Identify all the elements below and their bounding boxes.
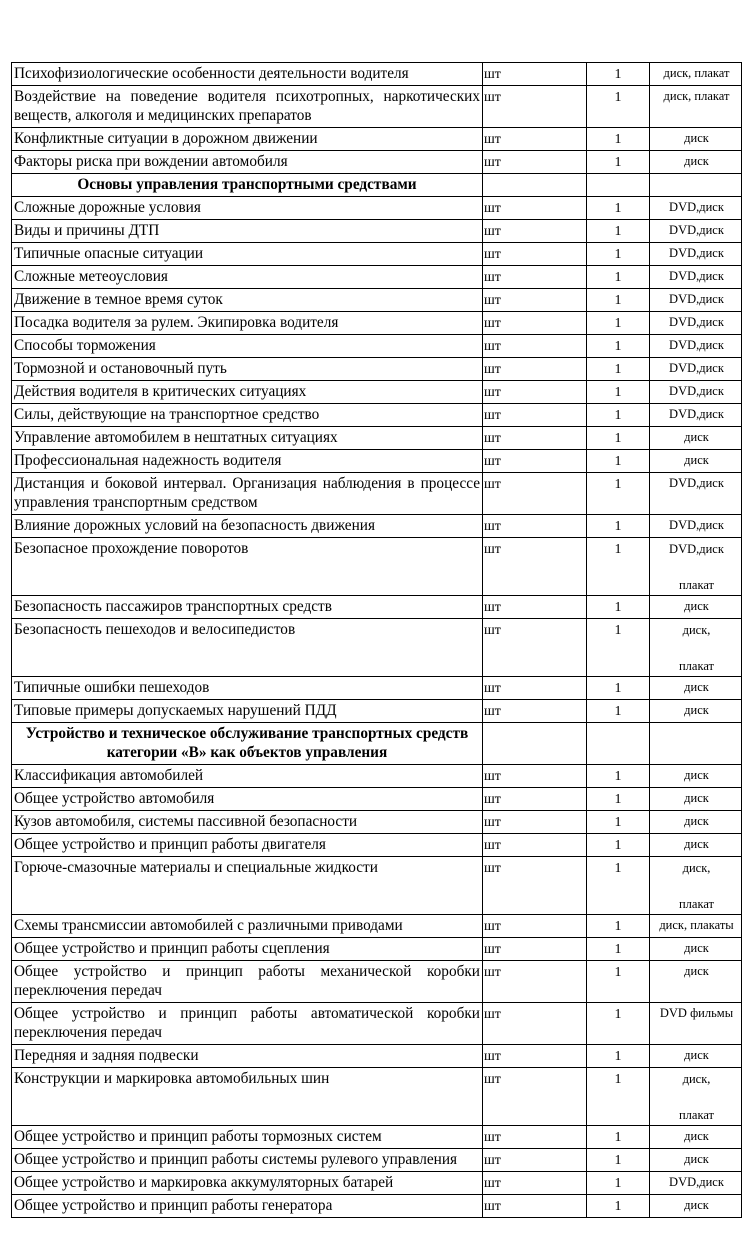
media-type-cell: диск, плакат	[650, 619, 742, 677]
item-name-cell: Общее устройство и принцип работы системы рулевого управления	[12, 1149, 483, 1172]
table-row	[12, 63, 742, 86]
item-name-cell: Типичные ошибки пешеходов	[12, 677, 483, 700]
quantity-cell: 1	[587, 1149, 650, 1172]
item-name-cell: Схемы трансмиссии автомобилей с различными приводами	[12, 915, 483, 938]
section-title: Устройство и техническое обслуживание транспортных средств категории «В» как объектов управления	[12, 723, 483, 765]
unit-cell: шт	[483, 220, 587, 243]
quantity-cell: 1	[587, 677, 650, 700]
unit-cell: шт	[483, 811, 587, 834]
media-type-cell: диск	[650, 151, 742, 174]
section-empty-cell	[650, 723, 742, 765]
item-name-cell: Общее устройство и принцип работы сцепления	[12, 938, 483, 961]
media-type-cell: диск	[650, 938, 742, 961]
item-name-cell: Воздействие на поведение водителя психотропных, наркотических веществ, алкоголя и медицинских препаратов	[12, 86, 483, 128]
quantity-cell: 1	[587, 1172, 650, 1195]
media-type-cell: диск	[650, 1126, 742, 1149]
section-empty-cell	[650, 174, 742, 197]
item-name-cell: Влияние дорожных условий на безопасность движения	[12, 515, 483, 538]
media-type-cell: DVD,диск	[650, 243, 742, 266]
media-type-cell: диск	[650, 1045, 742, 1068]
media-type-cell: диск, плакаты	[650, 915, 742, 938]
quantity-cell: 1	[587, 289, 650, 312]
media-type-cell: DVD,диск	[650, 289, 742, 312]
item-name-cell: Общее устройство и принцип работы механической коробки переключения передач	[12, 961, 483, 1003]
equipment-list-page	[11, 62, 742, 1218]
media-type-cell: DVD,диск	[650, 197, 742, 220]
item-name-cell: Дистанция и боковой интервал. Организация наблюдения в процессе управления транспортным средством	[12, 473, 483, 515]
quantity-cell: 1	[587, 596, 650, 619]
media-type-cell: диск	[650, 677, 742, 700]
item-name-cell: Горюче-смазочные материалы и специальные жидкости	[12, 857, 483, 915]
quantity-cell: 1	[587, 788, 650, 811]
table-row	[12, 1126, 742, 1149]
unit-cell: шт	[483, 266, 587, 289]
unit-cell: шт	[483, 538, 587, 596]
table-row	[12, 1172, 742, 1195]
quantity-cell: 1	[587, 450, 650, 473]
unit-cell: шт	[483, 915, 587, 938]
item-name-cell: Способы торможения	[12, 335, 483, 358]
table-row	[12, 1068, 742, 1126]
table-row	[12, 857, 742, 915]
section-empty-cell	[587, 174, 650, 197]
media-type-cell: DVD,диск	[650, 381, 742, 404]
section-title: Основы управления транспортными средствами	[12, 174, 483, 197]
unit-cell: шт	[483, 619, 587, 677]
unit-cell: шт	[483, 938, 587, 961]
quantity-cell: 1	[587, 961, 650, 1003]
unit-cell: шт	[483, 515, 587, 538]
unit-cell: шт	[483, 243, 587, 266]
table-row	[12, 381, 742, 404]
table-row	[12, 538, 742, 596]
quantity-cell: 1	[587, 515, 650, 538]
quantity-cell: 1	[587, 834, 650, 857]
unit-cell: шт	[483, 128, 587, 151]
media-type-cell: DVD,диск	[650, 1172, 742, 1195]
unit-cell: шт	[483, 1149, 587, 1172]
quantity-cell: 1	[587, 358, 650, 381]
quantity-cell: 1	[587, 938, 650, 961]
table-row	[12, 266, 742, 289]
table-row	[12, 811, 742, 834]
media-type-cell: диск	[650, 1195, 742, 1218]
section-empty-cell	[483, 723, 587, 765]
media-type-cell: диск	[650, 1149, 742, 1172]
unit-cell: шт	[483, 381, 587, 404]
table-row	[12, 220, 742, 243]
table-row	[12, 1195, 742, 1218]
quantity-cell: 1	[587, 86, 650, 128]
media-type-cell: DVD фильмы	[650, 1003, 742, 1045]
media-type-cell: DVD,диск	[650, 473, 742, 515]
quantity-cell: 1	[587, 404, 650, 427]
media-type-cell: диск	[650, 128, 742, 151]
table-row	[12, 151, 742, 174]
section-empty-cell	[483, 174, 587, 197]
table-row	[12, 450, 742, 473]
media-type-cell: DVD,диск	[650, 266, 742, 289]
unit-cell: шт	[483, 86, 587, 128]
quantity-cell: 1	[587, 811, 650, 834]
item-name-cell: Факторы риска при вождении автомобиля	[12, 151, 483, 174]
item-name-cell: Безопасность пешеходов и велосипедистов	[12, 619, 483, 677]
quantity-cell: 1	[587, 915, 650, 938]
item-name-cell: Управление автомобилем в нештатных ситуациях	[12, 427, 483, 450]
unit-cell: шт	[483, 1126, 587, 1149]
quantity-cell: 1	[587, 765, 650, 788]
table-row	[12, 619, 742, 677]
media-type-cell: DVD,диск	[650, 312, 742, 335]
media-type-cell: диск	[650, 811, 742, 834]
table-row	[12, 312, 742, 335]
unit-cell: шт	[483, 857, 587, 915]
unit-cell: шт	[483, 700, 587, 723]
media-type-cell: DVD,диск	[650, 335, 742, 358]
item-name-cell: Передняя и задняя подвески	[12, 1045, 483, 1068]
item-name-cell: Конструкции и маркировка автомобильных шин	[12, 1068, 483, 1126]
unit-cell: шт	[483, 1172, 587, 1195]
table-row	[12, 289, 742, 312]
media-type-cell: DVD,диск	[650, 220, 742, 243]
unit-cell: шт	[483, 765, 587, 788]
unit-cell: шт	[483, 358, 587, 381]
unit-cell: шт	[483, 473, 587, 515]
table-row	[12, 938, 742, 961]
media-type-cell: DVD,диск	[650, 358, 742, 381]
media-type-cell: диск	[650, 700, 742, 723]
media-type-cell: диск	[650, 450, 742, 473]
item-name-cell: Общее устройство и принцип работы тормозных систем	[12, 1126, 483, 1149]
item-name-cell: Движение в темное время суток	[12, 289, 483, 312]
table-row	[12, 1045, 742, 1068]
unit-cell: шт	[483, 834, 587, 857]
unit-cell: шт	[483, 1195, 587, 1218]
item-name-cell: Тормозной и остановочный путь	[12, 358, 483, 381]
media-type-cell: диск	[650, 765, 742, 788]
item-name-cell: Общее устройство и принцип работы генератора	[12, 1195, 483, 1218]
table-row	[12, 700, 742, 723]
media-type-cell: DVD,диск	[650, 404, 742, 427]
section-header-row	[12, 174, 742, 197]
equipment-table	[11, 62, 742, 1218]
quantity-cell: 1	[587, 220, 650, 243]
item-name-cell: Психофизиологические особенности деятельности водителя	[12, 63, 483, 86]
unit-cell: шт	[483, 596, 587, 619]
table-row	[12, 427, 742, 450]
unit-cell: шт	[483, 312, 587, 335]
unit-cell: шт	[483, 427, 587, 450]
unit-cell: шт	[483, 289, 587, 312]
quantity-cell: 1	[587, 427, 650, 450]
unit-cell: шт	[483, 151, 587, 174]
quantity-cell: 1	[587, 857, 650, 915]
item-name-cell: Безопасность пассажиров транспортных средств	[12, 596, 483, 619]
quantity-cell: 1	[587, 197, 650, 220]
media-type-cell: диск, плакат	[650, 63, 742, 86]
item-name-cell: Классификация автомобилей	[12, 765, 483, 788]
unit-cell: шт	[483, 1003, 587, 1045]
table-row	[12, 243, 742, 266]
table-row	[12, 404, 742, 427]
quantity-cell: 1	[587, 1068, 650, 1126]
quantity-cell: 1	[587, 128, 650, 151]
media-type-cell: диск	[650, 427, 742, 450]
unit-cell: шт	[483, 961, 587, 1003]
unit-cell: шт	[483, 1045, 587, 1068]
table-row	[12, 677, 742, 700]
quantity-cell: 1	[587, 63, 650, 86]
quantity-cell: 1	[587, 700, 650, 723]
item-name-cell: Профессиональная надежность водителя	[12, 450, 483, 473]
table-row	[12, 765, 742, 788]
table-row	[12, 1149, 742, 1172]
unit-cell: шт	[483, 1068, 587, 1126]
quantity-cell: 1	[587, 538, 650, 596]
item-name-cell: Посадка водителя за рулем. Экипировка водителя	[12, 312, 483, 335]
item-name-cell: Безопасное прохождение поворотов	[12, 538, 483, 596]
unit-cell: шт	[483, 788, 587, 811]
item-name-cell: Типовые примеры допускаемых нарушений ПДД	[12, 700, 483, 723]
section-header-row	[12, 723, 742, 765]
item-name-cell: Конфликтные ситуации в дорожном движении	[12, 128, 483, 151]
unit-cell: шт	[483, 63, 587, 86]
table-row	[12, 1003, 742, 1045]
quantity-cell: 1	[587, 1126, 650, 1149]
table-row	[12, 197, 742, 220]
item-name-cell: Сложные дорожные условия	[12, 197, 483, 220]
item-name-cell: Кузов автомобиля, системы пассивной безопасности	[12, 811, 483, 834]
item-name-cell: Общее устройство и принцип работы двигателя	[12, 834, 483, 857]
quantity-cell: 1	[587, 151, 650, 174]
quantity-cell: 1	[587, 1003, 650, 1045]
item-name-cell: Типичные опасные ситуации	[12, 243, 483, 266]
media-type-cell: DVD,диск плакат	[650, 538, 742, 596]
quantity-cell: 1	[587, 619, 650, 677]
item-name-cell: Общее устройство и принцип работы автоматической коробки переключения передач	[12, 1003, 483, 1045]
unit-cell: шт	[483, 404, 587, 427]
table-row	[12, 788, 742, 811]
quantity-cell: 1	[587, 335, 650, 358]
item-name-cell: Виды и причины ДТП	[12, 220, 483, 243]
quantity-cell: 1	[587, 266, 650, 289]
unit-cell: шт	[483, 677, 587, 700]
quantity-cell: 1	[587, 473, 650, 515]
media-type-cell: диск	[650, 788, 742, 811]
table-row	[12, 961, 742, 1003]
table-row	[12, 915, 742, 938]
item-name-cell: Действия водителя в критических ситуациях	[12, 381, 483, 404]
quantity-cell: 1	[587, 243, 650, 266]
item-name-cell: Силы, действующие на транспортное средство	[12, 404, 483, 427]
section-empty-cell	[587, 723, 650, 765]
table-row	[12, 335, 742, 358]
table-row	[12, 596, 742, 619]
quantity-cell: 1	[587, 381, 650, 404]
item-name-cell: Общее устройство и маркировка аккумуляторных батарей	[12, 1172, 483, 1195]
media-type-cell: диск, плакат	[650, 1068, 742, 1126]
media-type-cell: диск, плакат	[650, 86, 742, 128]
item-name-cell: Сложные метеоусловия	[12, 266, 483, 289]
table-row	[12, 86, 742, 128]
quantity-cell: 1	[587, 1195, 650, 1218]
media-type-cell: DVD,диск	[650, 515, 742, 538]
table-row	[12, 358, 742, 381]
table-body	[12, 63, 742, 1218]
item-name-cell: Общее устройство автомобиля	[12, 788, 483, 811]
media-type-cell: диск	[650, 961, 742, 1003]
table-row	[12, 473, 742, 515]
quantity-cell: 1	[587, 1045, 650, 1068]
unit-cell: шт	[483, 450, 587, 473]
media-type-cell: диск	[650, 834, 742, 857]
media-type-cell: диск	[650, 596, 742, 619]
unit-cell: шт	[483, 335, 587, 358]
quantity-cell: 1	[587, 312, 650, 335]
table-row	[12, 515, 742, 538]
media-type-cell: диск, плакат	[650, 857, 742, 915]
table-row	[12, 834, 742, 857]
unit-cell: шт	[483, 197, 587, 220]
table-row	[12, 128, 742, 151]
